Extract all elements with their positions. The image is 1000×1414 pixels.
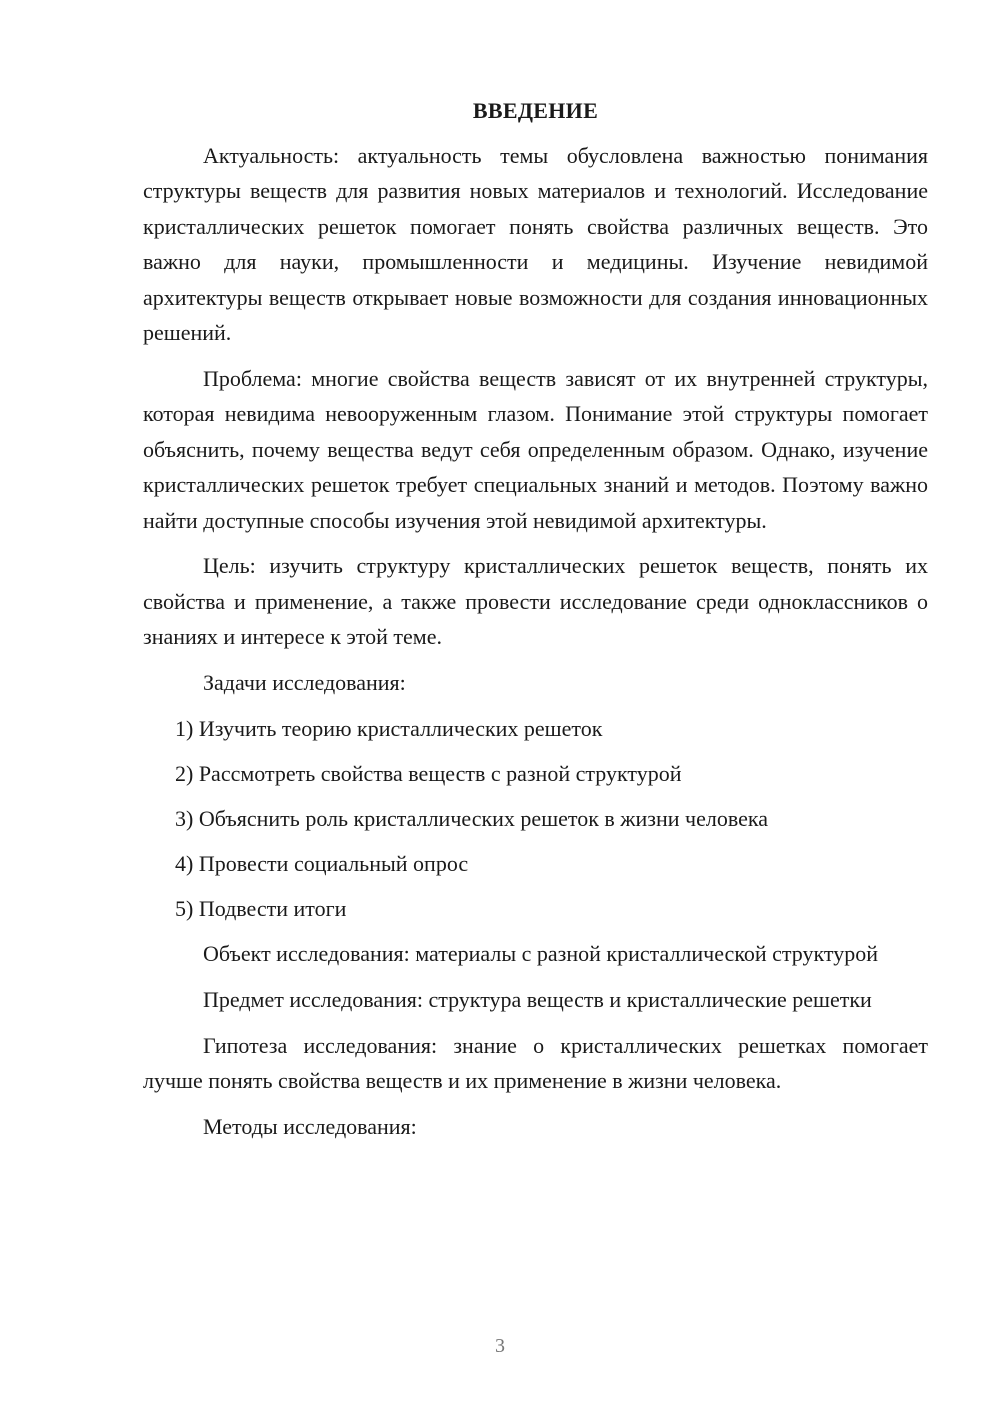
list-item: 5) Подвести итоги: [175, 896, 347, 922]
methods-heading: Методы исследования:: [203, 1114, 417, 1140]
tasks-heading: Задачи исследования:: [203, 670, 406, 696]
object-paragraph: Объект исследования: материалы с разной кристаллической структурой: [203, 941, 879, 967]
hypothesis-paragraph: Гипотеза исследования: знание о кристаллических решетках помогает лучше понять свойства веществ и их применение в жизни человека.: [143, 1032, 928, 1094]
goal-paragraph: Цель: изучить структуру кристаллических решеток веществ, понять их свойства и применение, а также провести исследование среди одноклассников о знаниях и интересе к этой теме.: [143, 553, 928, 650]
relevance-paragraph: Актуальность: актуальность темы обусловлена важностью понимания структуры веществ для развития новых материалов и технологий. Исследование кристаллических решеток помогает понять свойства различных веществ. Это важно для науки, промышленности и медицины. Изучение невидимой архитектуры веществ открывает новые возможности для создания инновационных решений.: [143, 143, 928, 346]
list-item: 2) Рассмотреть свойства веществ с разной структурой: [175, 761, 682, 787]
tasks-list: [143, 711, 928, 926]
page-number: 3: [495, 1335, 505, 1357]
page-title: ВВЕДЕНИЕ: [472, 98, 599, 123]
list-item: 1) Изучить теорию кристаллических решеток: [175, 716, 603, 742]
document-page: [143, 96, 928, 1155]
subject-paragraph: Предмет исследования: структура веществ и кристаллические решетки: [203, 987, 872, 1012]
list-item: 3) Объяснить роль кристаллических решеток в жизни человека: [175, 806, 768, 832]
list-item: 4) Провести социальный опрос: [175, 851, 469, 877]
problem-paragraph: Проблема: многие свойства веществ зависят от их внутренней структуры, которая невидима невооруженным глазом. Понимание этой структуры помогает объяснить, почему вещества ведут себя определенным образом. Однако, изучение кристаллических решеток требует специальных знаний и методов. Поэтому важно найти доступные способы изучения этой невидимой архитектуры.: [143, 365, 928, 533]
